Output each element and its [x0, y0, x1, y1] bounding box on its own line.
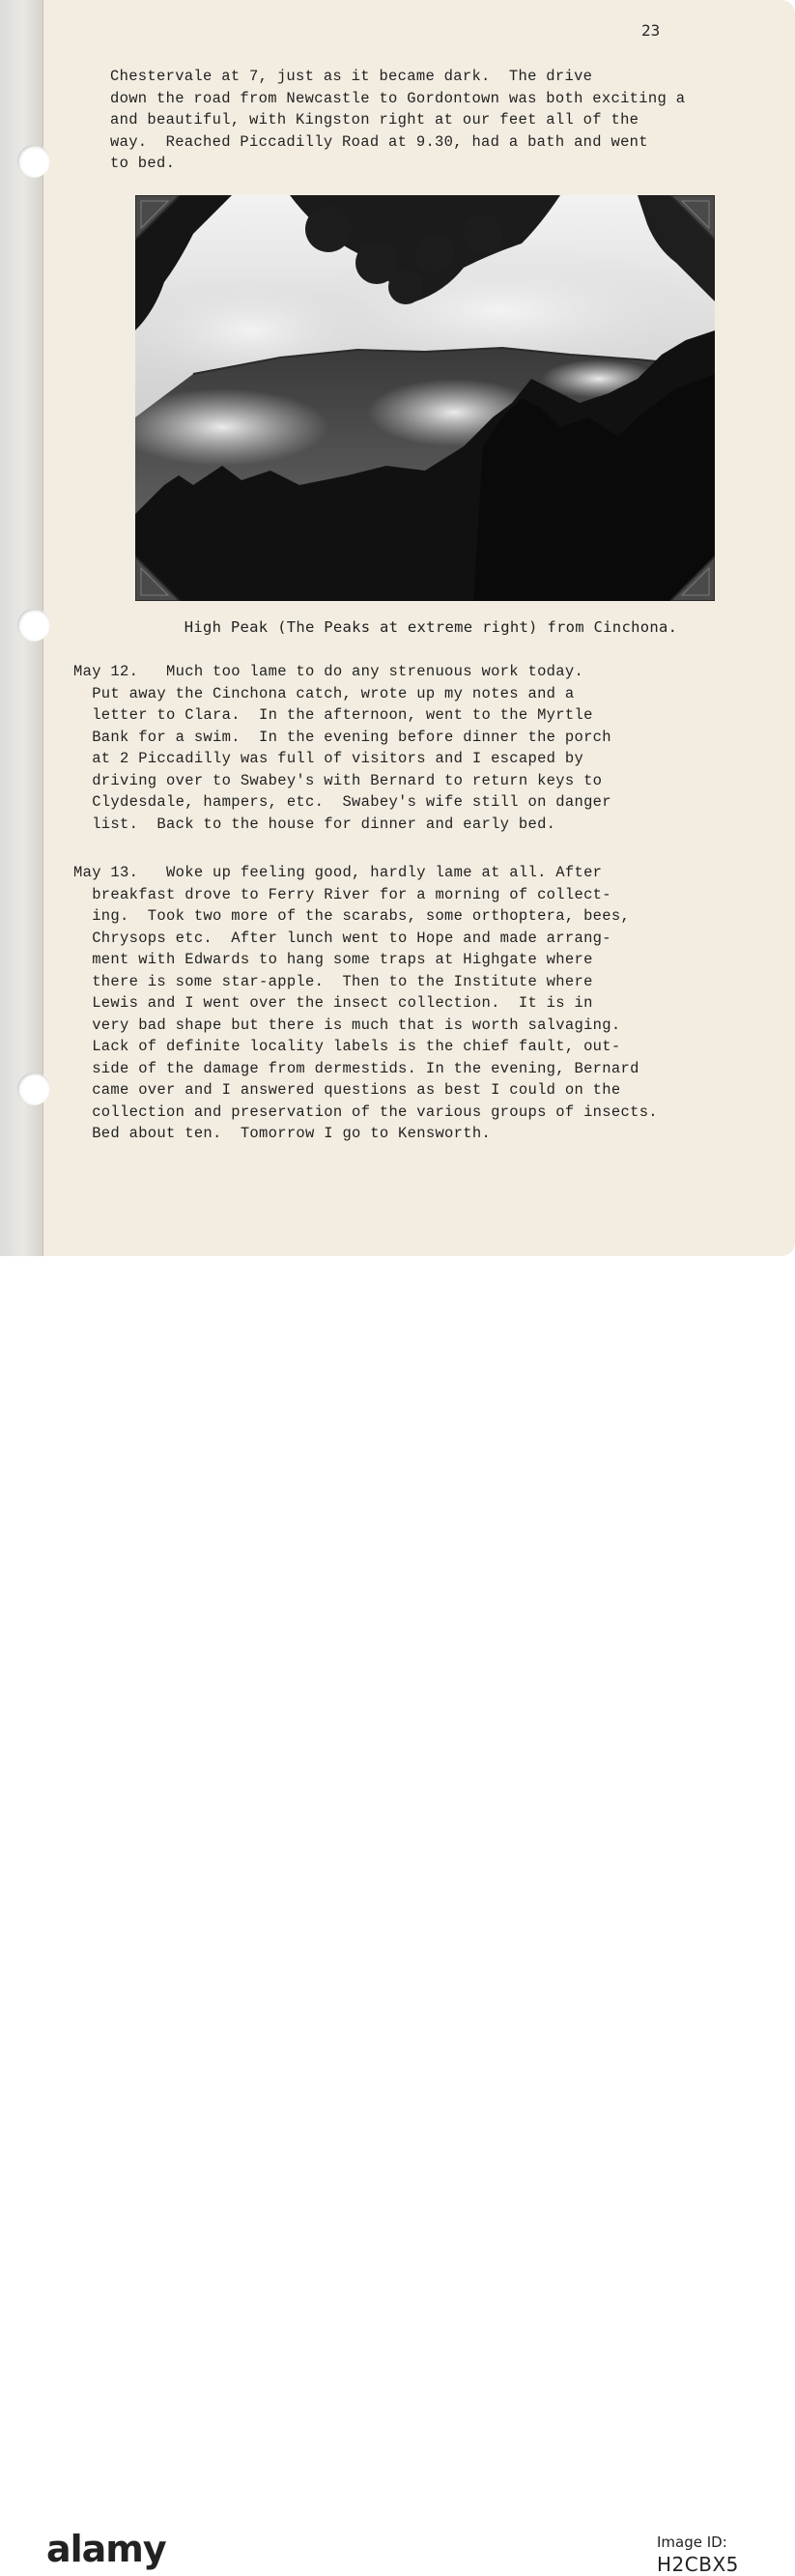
photo-corner-mount	[670, 557, 715, 601]
page-number: 23	[641, 21, 661, 40]
stock-footer	[0, 1256, 795, 2576]
diary-entry-may-13: May 13. Woke up feeling good, hardly lame at all. After breakfast drove to Ferry River for a morning of collect- ing. Took two more of the scarabs, some orthoptera, bees, Chrysops etc. After lunch went to Hope and made arrang- ment with Edwards to hang some traps at Highgate where there is some star-apple. Then to the Institute where Lewis and I went over the insect collection. It is in very bad shape but there is much that is worth salvaging. Lack of definite locality labels is the chief fault, out- side of the damage from dermestids. In the evening, Bernard came over and I answered questions as best I could on the collection and preservation of the various groups of insects. Bed about ten. Tomorrow I go to Kensworth.	[73, 864, 658, 1142]
punch-hole	[17, 609, 50, 642]
punch-hole	[17, 1073, 50, 1105]
stock-logo: alamy	[46, 2528, 166, 2570]
photo-corner-mount	[670, 195, 715, 240]
diary-entry-may-12: May 12. Much too lame to do any strenuous work today. Put away the Cinchona catch, wrote up my notes and a letter to Clara. In the afternoon, went to the Myrtle Bank for a swim. In the evening before dinner the porch at 2 Piccadilly was full of visitors and I escaped by driving over to Swabey's with Bernard to return keys to Clydesdale, hampers, etc. Swabey's wife still on danger list. Back to the house for dinner and early bed.	[73, 663, 611, 833]
notebook-page	[0, 0, 795, 1256]
intro-paragraph: Chestervale at 7, just as it became dark. The drive down the road from Newcastle to Gordontown was both exciting a and beautiful, with Kingston right at our feet all of the way. Reached Piccadilly Road at 9.30, had a bath and went to bed.	[110, 68, 686, 172]
mountain-photograph	[135, 195, 715, 601]
punch-hole	[17, 145, 50, 178]
photo-caption: High Peak (The Peaks at extreme right) from Cinchona.	[184, 618, 678, 636]
image-id: H2CBX5	[657, 2553, 739, 2576]
image-id-label: Image ID:	[657, 2533, 727, 2551]
photo-corner-mount	[135, 195, 180, 240]
photo-corner-mount	[135, 557, 180, 601]
photo-illustration	[135, 195, 715, 601]
